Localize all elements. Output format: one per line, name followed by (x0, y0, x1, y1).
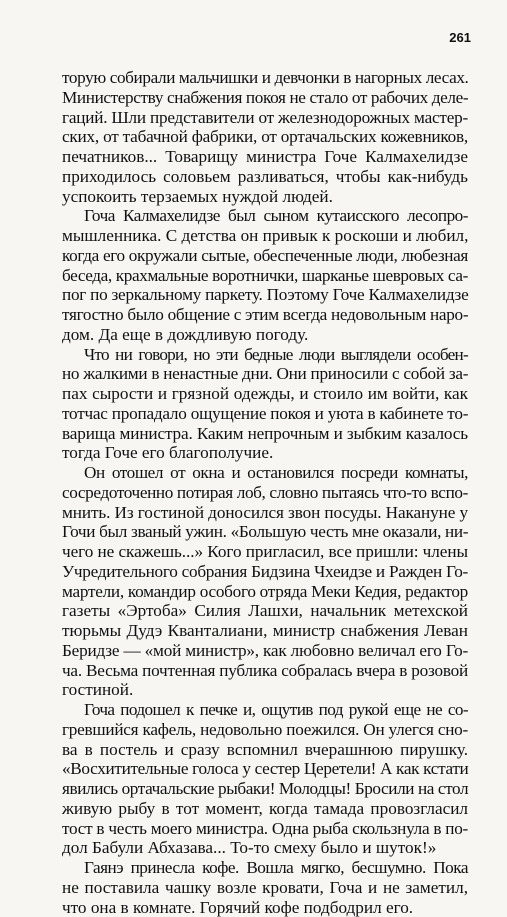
text-line: гревшийся кафель, недовольно поежился. Он улегся сно- (62, 720, 468, 740)
text-line: не поставила чашку возле кровати, Гоча и не заметил, (62, 878, 468, 898)
text-line: тогда Гоче его благополучие. (62, 443, 468, 463)
text-line: явились ортачальские рыбаки! Молодцы! Бросили на стол (62, 779, 468, 799)
text-line: чего не скажешь...» Кого пригласил, все пришли: члены (62, 542, 468, 562)
text-line: беседа, крахмальные воротнички, шарканье шевровых са- (62, 266, 468, 286)
text-line: Гочи был званый ужин. «Большую честь мне оказали, ни- (62, 522, 468, 542)
text-line: печатников... Товарищу министра Гоче Калмахелидзе (62, 147, 468, 167)
text-line: Гоча подошел к печке и, ощутив под рукой еще не со- (62, 700, 468, 720)
text-line: сосредоточенно потирая лоб, словно пытаясь что-то вспо- (62, 483, 468, 503)
paragraph (62, 463, 468, 700)
paragraph (62, 68, 468, 206)
text-line: успокоить терзаемых нуждой людей. (62, 187, 468, 207)
text-line: ва в постель и сразу вспомнил вчерашнюю пирушку. (62, 740, 468, 760)
text-line: газеты «Эртоба» Силия Лашхи, начальник метехской (62, 601, 468, 621)
text-line: мышленника. С детства он привык к роскоши и любил, (62, 226, 468, 246)
text-line: дом. Да еще в дождливую погоду. (62, 325, 468, 345)
text-line: варища министра. Каким непрочным и зыбким казалось (62, 424, 468, 444)
text-line: Учредительного собрания Бидзина Чхеидзе и Ражден Го- (62, 562, 468, 582)
text-line: Беридзе — «мой министр», как любовно величал его Го- (62, 641, 468, 661)
body-text (62, 68, 468, 917)
paragraph (62, 700, 468, 858)
text-line: гостиной. (62, 680, 468, 700)
text-line: когда его окружали сытые, обеспеченные люди, любезная (62, 246, 468, 266)
paragraph (62, 206, 468, 344)
text-line: что она в комнате. Горячий кофе подбодрил его. (62, 898, 468, 917)
text-line: гаций. Шли представители от железнодорожных мастер- (62, 108, 468, 128)
paragraph (62, 345, 468, 464)
page-number: 261 (449, 30, 471, 45)
text-line: тотчас пропадало ощущение покоя и уюта в кабинете то- (62, 404, 468, 424)
paragraph (62, 858, 468, 917)
text-line: мартели, командир особого отряда Меки Кедия, редактор (62, 582, 468, 602)
text-line: Гаянэ принесла кофе. Вошла мягко, бесшумно. Пока (62, 858, 468, 878)
text-line: ских, от табачной фабрики, от ортачальских кожевников, (62, 127, 468, 147)
text-line: тюрьмы Дудэ Кванталиани, министр снабжения Леван (62, 621, 468, 641)
text-line: «Восхитительные голоса у сестер Церетели! А как кстати (62, 759, 468, 779)
text-line: но жалкими в ненастные дни. Они приносили с собой за- (62, 364, 468, 384)
text-line: приходилось соловьем разливаться, чтобы как-нибудь (62, 167, 468, 187)
text-line: Гоча Калмахелидзе был сыном кутаисского лесопро- (62, 206, 468, 226)
text-line: живую рыбу в тот момент, когда тамада провозгласил (62, 799, 468, 819)
text-line: торую собирали мальчишки и девчонки в нагорных лесах. (62, 68, 468, 88)
text-line: Что ни говори, но эти бедные люди выглядели особен- (62, 345, 468, 365)
text-line: мнить. Из гостиной доносился звон посуды. Накануне у (62, 503, 468, 523)
text-line: пах сырости и грязной одежды, и стоило им войти, как (62, 384, 468, 404)
text-line: Он отошел от окна и остановился посреди комнаты, (62, 463, 468, 483)
text-line: тягостно было общение с этим всегда недовольным наро- (62, 305, 468, 325)
text-line: тост в честь моего министра. Одна рыба скользнула в по- (62, 819, 468, 839)
text-line: ча. Весьма почтенная публика собралась вчера в розовой (62, 661, 468, 681)
text-line: Министерству снабжения покоя не стало от рабочих деле- (62, 88, 468, 108)
text-line: пог по зеркальному паркету. Поэтому Гоче Калмахелидзе (62, 285, 468, 305)
text-line: дол Бабули Абхазава... То-то смеху было и шуток!» (62, 838, 468, 858)
